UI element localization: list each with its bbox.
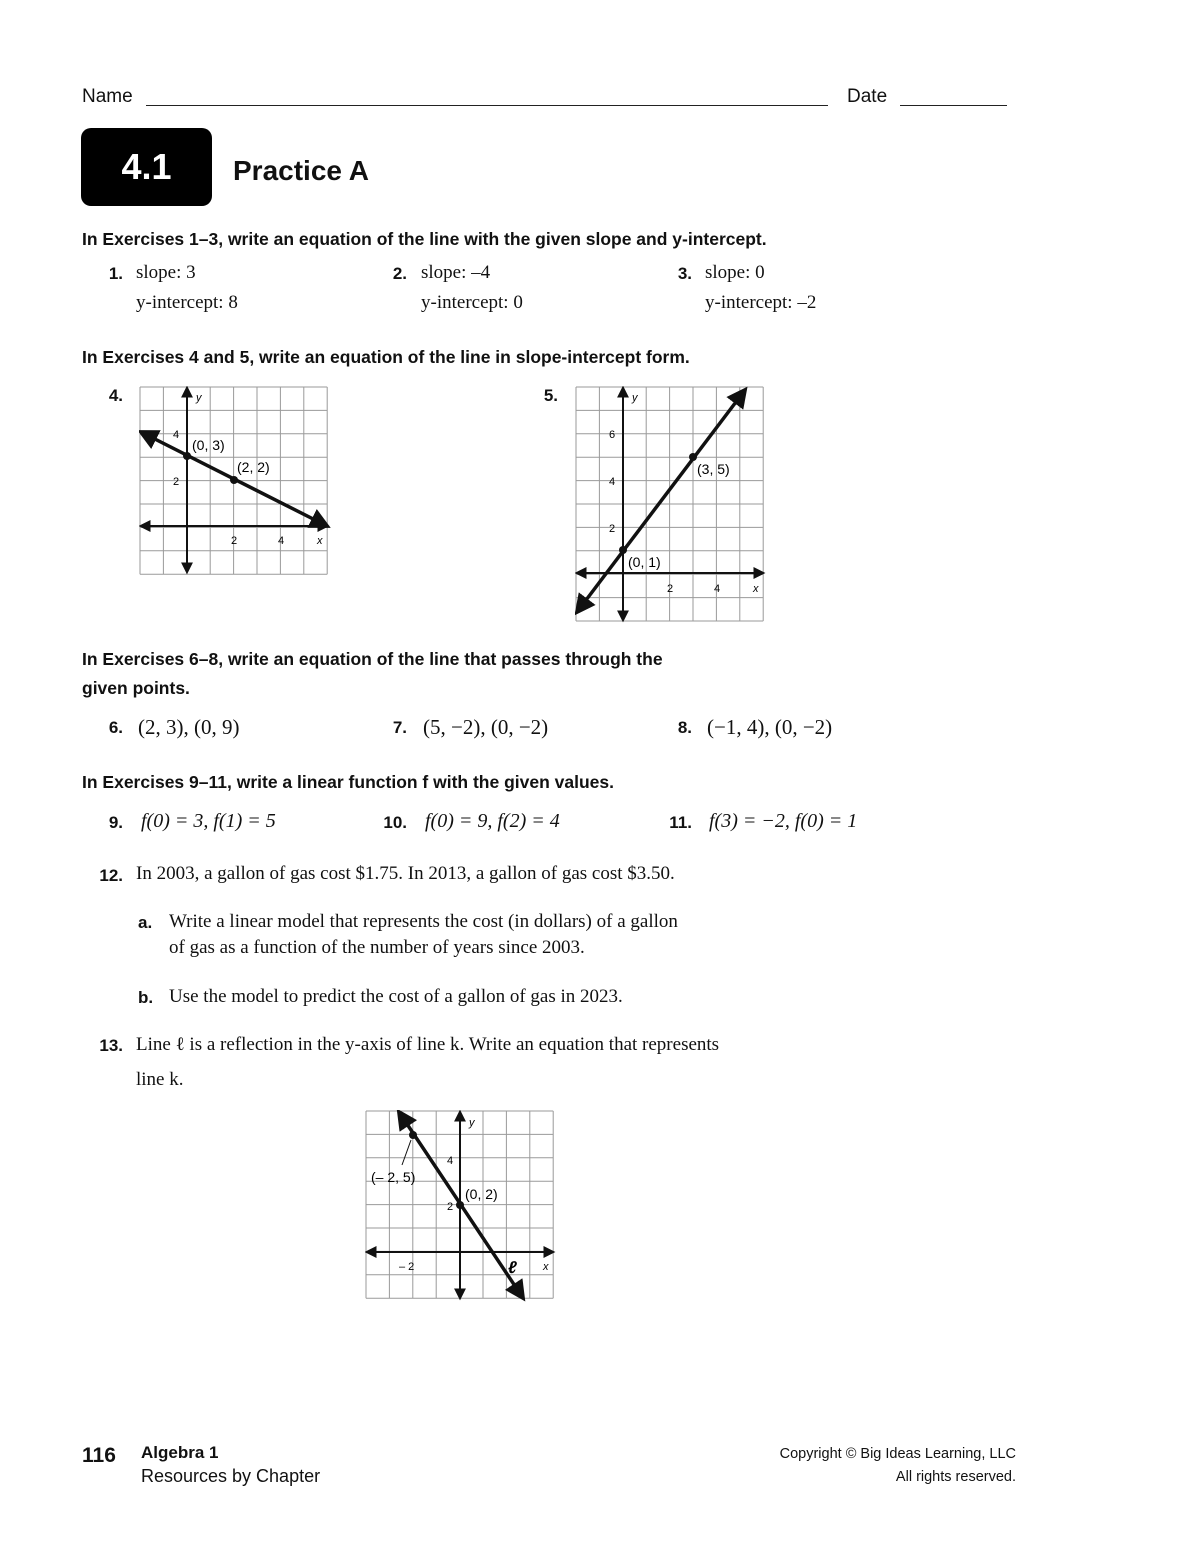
point-0-2 (456, 1201, 464, 1209)
name-label: Name (82, 86, 133, 107)
graph-exercise-4 (139, 386, 331, 576)
line-label: ℓ (508, 1258, 517, 1277)
tick-label: 4 (714, 583, 721, 595)
exercise-number: 12. (99, 866, 123, 885)
page-number: 116 (82, 1444, 116, 1467)
exercise-13-line1: Line ℓ is a reflection in the y-axis of line k. Write an equation that represents (136, 1034, 720, 1055)
exercise-number: 13. (99, 1036, 123, 1055)
exercise-number: 7. (392, 718, 407, 737)
tick-label: 4 (447, 1155, 454, 1167)
part-a-label: a. (138, 913, 153, 932)
axis-label-x: x (543, 1261, 549, 1273)
tick-label: 2 (609, 523, 616, 535)
axis-label-y: y (632, 392, 638, 404)
rights: All rights reserved. (895, 1469, 1016, 1485)
exercise-number: 1. (108, 264, 123, 283)
point-label: (2, 2) (237, 459, 270, 475)
exercise-2-intercept: y-intercept: 0 (421, 292, 523, 313)
exercise-number: 10. (383, 813, 407, 832)
page-title: Practice A (233, 155, 369, 186)
axis-label-y: y (469, 1117, 475, 1129)
section-number: 4.1 (121, 146, 172, 187)
point-2-2 (230, 476, 238, 484)
tick-label: 2 (173, 476, 180, 488)
exercise-number: 6. (108, 718, 123, 737)
point-0-1 (619, 546, 627, 554)
leader-line (402, 1140, 411, 1165)
copyright: Copyright © Big Ideas Learning, LLC (779, 1446, 1016, 1462)
tick-label: 2 (231, 535, 238, 547)
point-label: (0, 3) (192, 437, 225, 453)
exercise-6-points: (2, 3), (0, 9) (138, 715, 240, 739)
tick-label: 2 (447, 1201, 454, 1213)
section-number-badge (81, 128, 212, 206)
graph-line (577, 390, 745, 612)
point-label: (0, 1) (628, 554, 661, 570)
exercise-1-slope: slope: 3 (136, 262, 196, 283)
part-b-text: Use the model to predict the cost of a gallon of gas in 2023. (169, 986, 623, 1007)
exercise-7-points: (5, −2), (0, −2) (423, 715, 549, 739)
point-label: (– 2, 5) (371, 1169, 416, 1185)
date-label: Date (847, 86, 888, 107)
exercise-number: 9. (108, 813, 123, 832)
exercise-number: 2. (392, 264, 407, 283)
exercise-number: 4. (108, 386, 123, 405)
tick-label: 6 (609, 429, 616, 441)
axis-label-x: x (753, 583, 759, 595)
exercise-number: 11. (669, 813, 692, 832)
graph-exercise-5 (575, 386, 767, 624)
instructions-6-8-line2: given points. (82, 678, 190, 698)
exercise-8-points: (−1, 4), (0, −2) (707, 715, 833, 739)
axis-label-x: x (317, 535, 323, 547)
exercise-number: 5. (543, 386, 558, 405)
exercise-3-intercept: y-intercept: –2 (705, 292, 817, 313)
instructions-1-3: In Exercises 1–3, write an equation of the line with the given slope and y-intercept. (82, 229, 767, 249)
part-a-line2: of gas as a function of the number of years since 2003. (169, 937, 585, 958)
exercise-11-values: f(3) = −2, f(0) = 1 (709, 810, 858, 832)
point-neg2-5 (409, 1131, 417, 1139)
exercise-3-slope: slope: 0 (705, 262, 765, 283)
exercise-number: 8. (677, 718, 692, 737)
name-blank[interactable] (146, 105, 828, 106)
date-blank[interactable] (900, 105, 1007, 106)
exercise-number: 3. (677, 264, 692, 283)
point-label: (3, 5) (697, 461, 730, 477)
book-subtitle: Resources by Chapter (141, 1466, 321, 1486)
part-a-line1: Write a linear model that represents the cost (in dollars) of a gallon (169, 911, 678, 932)
point-3-5 (689, 453, 697, 461)
graph-exercise-13 (365, 1110, 557, 1302)
exercise-9-values: f(0) = 3, f(1) = 5 (141, 810, 276, 832)
instructions-6-8-line1: In Exercises 6–8, write an equation of the line that passes through the (82, 649, 663, 669)
tick-label: 4 (609, 476, 616, 488)
exercise-1-intercept: y-intercept: 8 (136, 292, 238, 313)
instructions-9-11: In Exercises 9–11, write a linear function f with the given values. (82, 772, 614, 792)
exercise-10-values: f(0) = 9, f(2) = 4 (425, 810, 560, 832)
tick-label: 2 (667, 583, 674, 595)
axis-label-y: y (196, 392, 202, 404)
exercise-2-slope: slope: –4 (421, 262, 491, 283)
exercise-13-line2: line k. (136, 1069, 184, 1090)
tick-label: 4 (278, 535, 285, 547)
instructions-4-5: In Exercises 4 and 5, write an equation of the line in slope-intercept form. (82, 347, 690, 367)
exercise-12-text: In 2003, a gallon of gas cost $1.75. In 2013, a gallon of gas cost $3.50. (136, 863, 675, 884)
tick-label: 4 (173, 429, 180, 441)
part-b-label: b. (138, 988, 154, 1007)
book-title: Algebra 1 (141, 1443, 219, 1462)
tick-label: – 2 (399, 1261, 415, 1273)
point-0-3 (183, 452, 191, 460)
point-label: (0, 2) (465, 1186, 498, 1202)
